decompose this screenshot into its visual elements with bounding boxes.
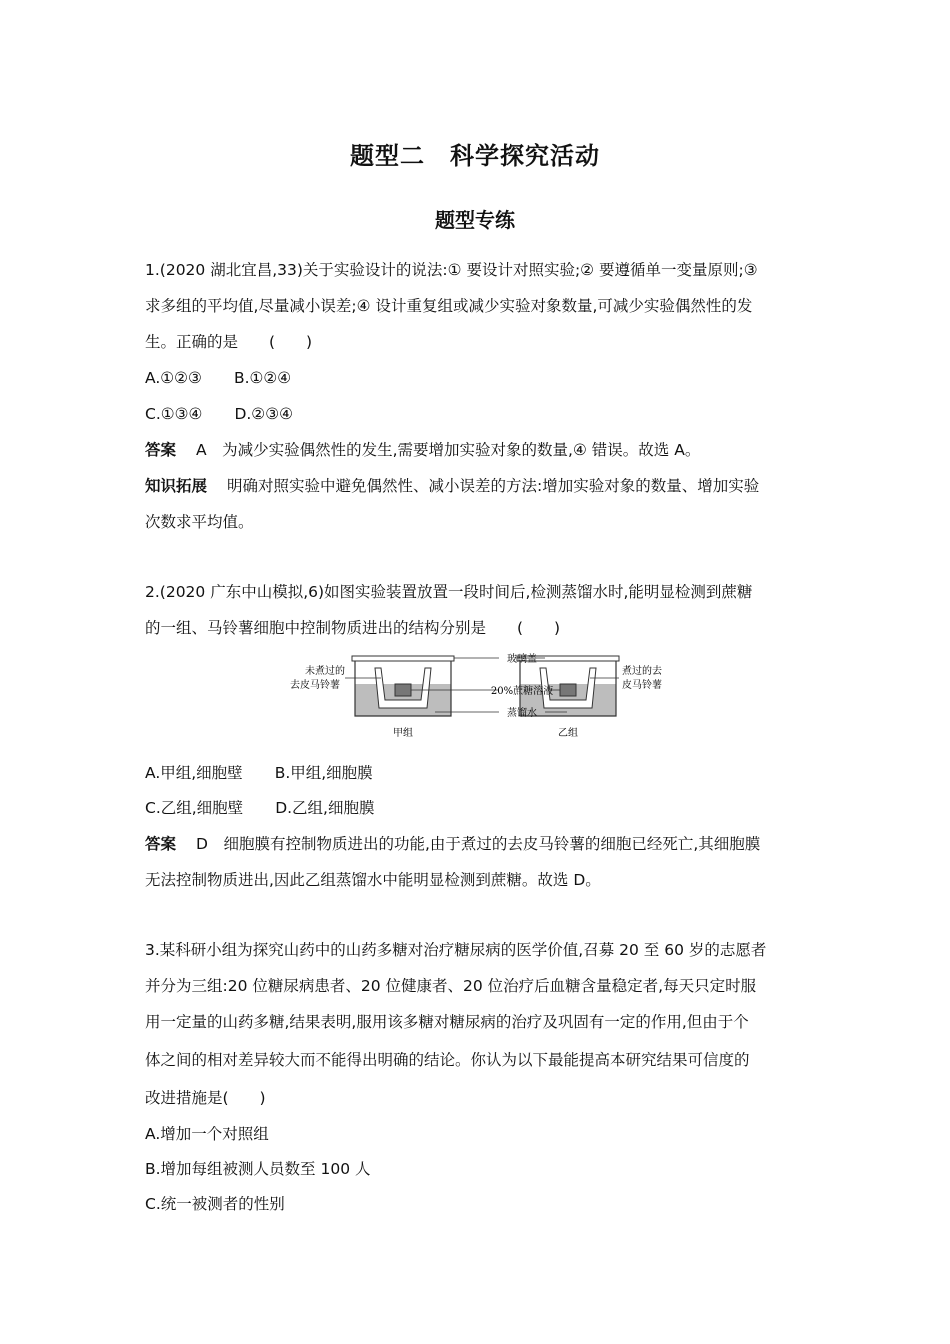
extension-label: 知识拓展 (145, 477, 208, 495)
q1-answer (145, 438, 700, 462)
q3-option-c: C.统一被测者的性别 (145, 1195, 285, 1213)
glass-lid (352, 656, 454, 661)
q2-option-c: C.乙组,细胞壁 (145, 799, 244, 817)
label-glass-lid: 玻璃盖 (507, 654, 537, 665)
q2-answer-cont: 无法控制物质进出,因此乙组蒸馏水中能明显检测到蔗糖。故选 D。 (145, 871, 601, 889)
sucrose-solution (395, 684, 411, 696)
answer-label: 答案 (145, 441, 177, 459)
q3-stem-line: 并分为三组:20 位糖尿病患者、20 位健康者、20 位治疗后血糖含量稳定者,每天只定时服 (145, 977, 757, 995)
q2-answer (145, 832, 760, 856)
q3-stem-line: 3.某科研小组为探究山药中的山药多糖对治疗糖尿病的医学价值,召募 20 至 60 岁的志愿者 (145, 941, 767, 959)
q1-options-row-1 (145, 366, 291, 390)
q1-options-row-2 (145, 402, 293, 426)
extension-text: 明确对照实验中避免偶然性、减小误差的方法:增加实验对象的数量、增加实验 (227, 477, 760, 495)
experiment-figure (285, 650, 665, 742)
q2-options-row-1 (145, 761, 373, 785)
q3-stem-line: 改进措施是( ) (145, 1089, 266, 1107)
answer-text: D 细胞膜有控制物质进出的功能,由于煮过的去皮马铃薯的细胞已经死亡,其细胞膜 (196, 835, 761, 853)
q2-option-d: D.乙组,细胞膜 (275, 799, 375, 817)
q1-stem-line: 求多组的平均值,尽量减小误差;④ 设计重复组或减少实验对象数量,可减少实验偶然性的发 (145, 297, 753, 315)
beaker-group-a (352, 656, 454, 716)
q2-option-a: A.甲组,细胞壁 (145, 764, 243, 782)
q3-option-b: B.增加每组被测人员数至 100 人 (145, 1160, 371, 1178)
q1-extension-cont: 次数求平均值。 (145, 513, 254, 531)
answer-label: 答案 (145, 835, 177, 853)
q1-option-a: A.①②③ (145, 369, 202, 387)
label-unboiled-2: 去皮马铃薯 (290, 680, 340, 691)
q2-stem-line: 2.(2020 广东中山模拟,6)如图实验装置放置一段时间后,检测蒸馏水时,能明显检测到蔗糖 (145, 583, 753, 601)
label-group-a: 甲组 (393, 728, 413, 739)
q1-stem-line: 生。正确的是 ( ) (145, 333, 313, 351)
label-boiled-2: 皮马铃薯 (622, 680, 662, 691)
label-unboiled-1: 未煮过的 (305, 666, 345, 677)
label-boiled-1: 煮过的去 (622, 666, 662, 677)
q1-extension (145, 474, 759, 498)
q3-stem-line: 用一定量的山药多糖,结果表明,服用该多糖对糖尿病的治疗及巩固有一定的作用,但由于个 (145, 1013, 749, 1031)
q2-option-b: B.甲组,细胞膜 (274, 764, 373, 782)
label-group-b: 乙组 (558, 728, 578, 739)
q1-option-d: D.②③④ (234, 405, 293, 423)
q3-option-a: A.增加一个对照组 (145, 1125, 269, 1143)
q1-option-b: B.①②④ (233, 369, 292, 387)
page-title: 题型二 科学探究活动 (350, 142, 600, 170)
sucrose-solution (560, 684, 576, 696)
label-sucrose: 20%蔗糖溶液 (490, 686, 554, 697)
q2-options-row-2 (145, 796, 374, 820)
q3-stem-line: 体之间的相对差异较大而不能得出明确的结论。你认为以下最能提高本研究结果可信度的 (145, 1051, 750, 1069)
q2-stem-line: 的一组、马铃薯细胞中控制物质进出的结构分别是 ( ) (145, 619, 561, 637)
answer-text: A 为减少实验偶然性的发生,需要增加实验对象的数量,④ 错误。故选 A。 (196, 441, 701, 459)
page-subtitle: 题型专练 (435, 208, 515, 232)
q1-stem-line: 1.(2020 湖北宜昌,33)关于实验设计的说法:① 要设计对照实验;② 要遵循单一变量原则;③ (145, 261, 758, 279)
q1-option-c: C.①③④ (145, 405, 203, 423)
label-distilled-water: 蒸馏水 (507, 708, 537, 719)
